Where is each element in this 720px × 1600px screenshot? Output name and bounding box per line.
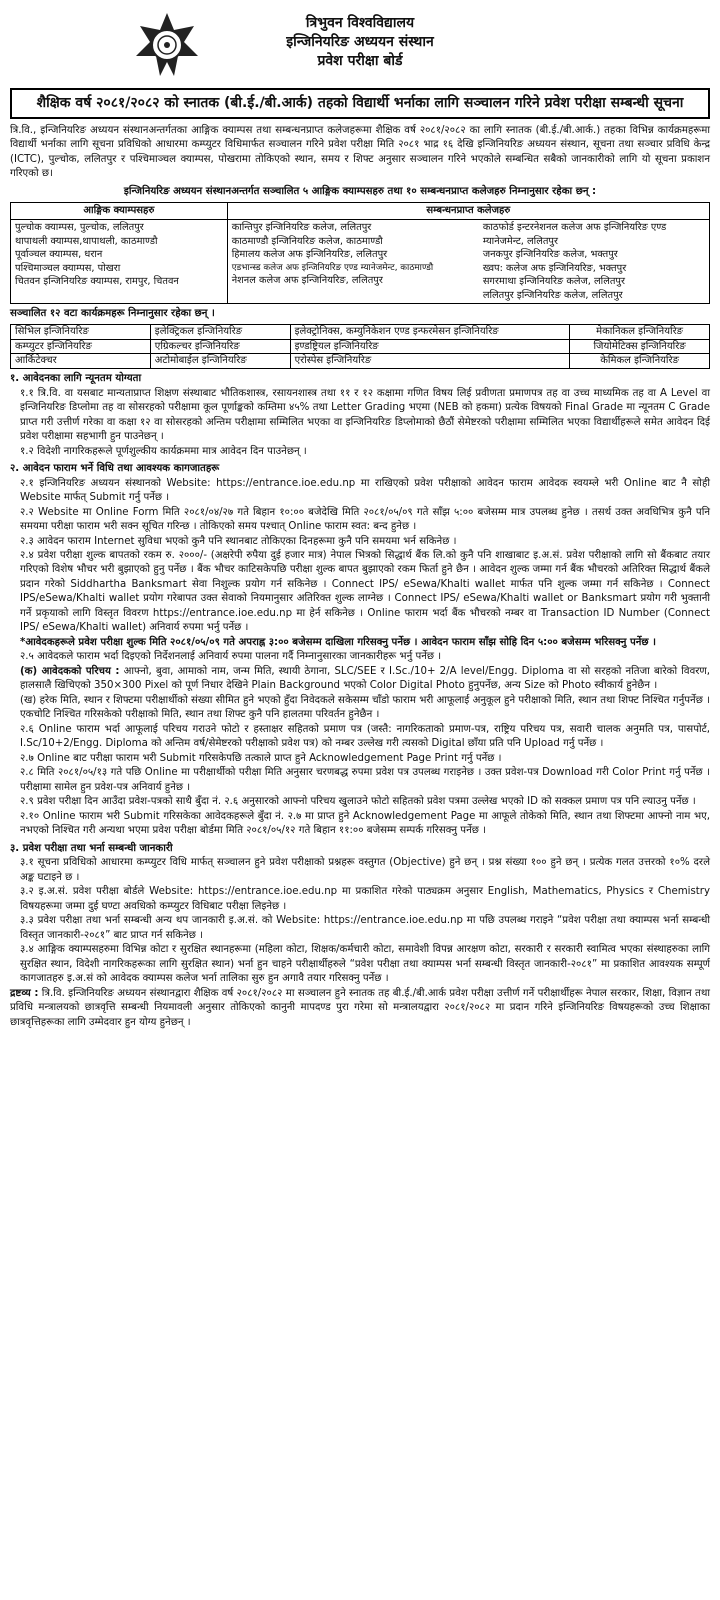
clause-3-1: ३.१ सूचना प्रविधिको आधारमा कम्प्युटर विधि मार्फत् सञ्चालन हुने प्रवेश परीक्षाको प्रश्नहरू वस्तुगत (Objective) हुने छन् । प्रश्न संख्या १०० हुने छन् । प्रत्येक गलत उत्तरको १०% दरले अङ्क घटाइने छ । xyxy=(20,857,710,883)
clause-2-5: २.५ आवेदकले फाराम भर्दा दिइएको निर्देशनलाई अनिवार्य रुपमा पालना गर्दै निम्नानुसारका जानकारीहरू भर्नु पर्नेछ । xyxy=(20,651,442,663)
program-cell: सिभिल इन्जिनियरिङ xyxy=(11,324,151,339)
clause-2-6: २.६ Online फाराम भर्दा आफूलाई परिचय गराउने फोटो र हस्ताक्षर सहितको प्रमाण पत्र (जस्तै: नागरिकताको प्रमाण-पत्र, राष्ट्रिय परिचय पत्र, सवारी चालक अनुमति पत्र, पासपोर्ट, I.Sc/10+2/Engg. Diploma को अन्तिम वर्ष/सेमेष्टरको परीक्षाको प्रवेश पत्र) को नम्बर उल्लेख गरी त्यसको Digital छाँया प्रति पनि Upload गर्नु पर्नेछ । xyxy=(20,723,710,750)
university-name: त्रिभुवन विश्वविद्यालय xyxy=(305,15,415,31)
list-item: सगरमाथा इन्जिनियरिङ कलेज, ललितपुर xyxy=(482,276,625,288)
constituent-list xyxy=(11,220,228,304)
clause-2-10: २.१० Online फाराम भरी Submit गरिसकेका आवेदकहरूले बुँदा नं. २.७ मा प्राप्त हुने Acknowledgement Page मा आफूले तोकेको मिति, स्थान तथा शिफ्टमा आफ्नो नाम भए, नभएको निश्चित गरी अन्यथा भएमा प्रवेश परीक्षा बोर्डमा मिति २०८१/०५/१२ गते बिहान ११:०० बजेसम्म सम्पर्क गरिसक्नु पर्नेछ । xyxy=(20,810,710,837)
campus-table xyxy=(10,202,710,304)
clause-3-3: ३.३ प्रवेश परीक्षा तथा भर्ना सम्बन्धी अन्य थप जानकारी इ.अ.सं. को Website: https://entrance.ioe.edu.np मा पछि उपलब्ध गराइने “प्रवेश परीक्षा तथा क्याम्पस भर्ना सम्बन्धी विस्तृत जानकारी-२०८१” बाट प्राप्त गर्न सकिनेछ । xyxy=(20,915,710,941)
program-cell: इलेक्ट्रिकल इन्जिनियरिङ xyxy=(150,324,290,339)
table-row xyxy=(11,339,710,354)
clause-label: (क) आवेदकको परिचय : xyxy=(20,665,120,677)
university-logo-icon xyxy=(134,12,200,78)
program-cell: इलेक्ट्रोनिक्स, कम्युनिकेशन एण्ड इन्फरमेसन इन्जिनियरिङ xyxy=(290,324,570,339)
clause-2-3: २.३ आवेदन फाराम Internet सुविधा भएको कुनै पनि स्थानबाट तोकिएका दिनहरूमा कुनै पनि समयमा भर्न सकिनेछ । xyxy=(20,535,457,547)
section-1-title: १. आवेदनका लागि न्यूनतम योग्यता xyxy=(10,373,142,385)
section-2-title: २. आवेदन फाराम भर्ने विधि तथा आवश्यक कागजातहरू xyxy=(10,463,220,475)
list-item: चितवन इन्जिनियरिङ क्याम्पस, रामपुर, चितवन xyxy=(15,276,179,288)
fee-deadline-note: *आवेदकहरूले प्रवेश परीक्षा शुल्क मिति २०८१/०५/०९ गते अपराह्न ३:०० बजेसम्म दाखिला गरिसक्नु पर्नेछ । आवेदन फाराम साँझ सोहि दिन ५:०० बजेसम्म भरिसक्नु पर्नेछ । xyxy=(20,636,656,648)
program-cell: एग्रिकल्चर इन्जिनियरिङ xyxy=(150,339,290,354)
clause-2-9: २.९ प्रवेश परीक्षा दिन आउँदा प्रवेश-पत्रको साथै बुँदा नं. २.६ अनुसारको आफ्नो परिचय खुलाउने फोटो सहितको प्रवेश पत्रमा उल्लेख भएको ID को सक्कल प्रमाण पत्र पनि ल्याउनु पर्नेछ । xyxy=(20,796,696,808)
list-item: ख्वप: कलेज अफ इन्जिनियरिङ, भक्तपुर xyxy=(482,262,627,274)
affiliated-list-a xyxy=(227,220,479,304)
campus-heading: इन्जिनियरिङ अध्ययन संस्थानअन्तर्गत सञ्चालित ५ आङ्गिक क्याम्पसहरु तथा १० सम्बन्धनप्राप्त कलेजहरु निम्नानुसार रहेका छन् : xyxy=(123,185,597,197)
programs-heading: सञ्चालित १२ वटा कार्यक्रमहरू निम्नानुसार रहेका छन् । xyxy=(10,308,215,320)
list-item: पुल्चोक क्याम्पस, पुल्चोक, ललितपुर xyxy=(15,222,144,234)
program-cell: केमिकल इन्जिनियरिङ xyxy=(570,354,710,369)
list-item: एडभान्स्ड कलेज अफ इन्जिनियरिङ एण्ड म्यानेजमेन्ट, काठमाण्डौ xyxy=(231,262,434,273)
program-cell: कम्प्युटर इन्जिनियरिङ xyxy=(11,339,151,354)
clause-text: आफ्नो, बुवा, आमाको नाम, जन्म मिति, स्थायी ठेगाना, SLC/SEE र I.Sc./10+ 2/A level/Engg. Diploma वा सो सरहको नतिजा बारेको विवरण, हालसालै खिचिएको 350×300 Pixel को पूर्ण निधार देखिने Plain Background भएको Color Digital Photo हुनुपर्नेछ, अन्य Size को Photo स्वीकार्य हुनेछैन । xyxy=(20,665,711,692)
list-item: थापाथली क्याम्पस,थापाथली, काठमाण्डौ xyxy=(15,235,158,247)
list-item: काठमाण्डौ इन्जिनियरिङ कलेज, काठमाण्डौ xyxy=(231,235,383,247)
program-cell: जियोमेटिक्स इन्जिनियरिङ xyxy=(570,339,710,354)
clause-2-2: २.२ Website मा Online Form मिति २०८१/०४/२७ गते बिहान १०:०० बजेदेखि मिति २०८१/०५/०९ गते साँझ ५:०० बजेसम्म मात्र उपलब्ध हुनेछ । तसर्थ उक्त अवधिभित्र कुनै पनि समयमा परीक्षा फाराम भरी सक्न सूचित गरिन्छ । तोकिएको समय पश्चात् Online फाराम स्वत: बन्द हुनेछ । xyxy=(20,506,710,533)
clause-2-1: २.१ इन्जिनियरिङ अध्ययन संस्थानको Website: https://entrance.ioe.edu.np मा राखिएको प्रवेश परीक्षाको आवेदन फाराम आवेदक स्वयम्ले भरी Online बाट नै सोही Website मार्फत् Submit गर्नु पर्नेछ । xyxy=(20,477,710,504)
list-item: ललितपुर इन्जिनियरिङ कलेज, ललितपुर xyxy=(482,289,623,301)
clause-1-1: १.१ त्रि.वि. वा यसबाट मान्यताप्राप्त शिक्षण संस्थाबाट भौतिकशास्त्र, रसायनशास्त्र तथा ११ र १२ कक्षामा गणित विषय लिई प्रवीणता प्रमाणपत्र तह वा उच्च माध्यमिक तह वा A Level वा इन्जिनियरिङ डिप्लोमा तह वा सोसरहको परीक्षामा कूल पूर्णाङ्कको कम्तिमा ४५% तथा Letter Grading भएमा (NEB को हकमा) प्रत्येक विषयको Final Grade मा न्यूनतम C Grade प्राप्त गरी उत्तीर्ण गरेका वा कक्षा १२ वा सोसरहको अन्तिम परीक्षामा सम्मिलित भएका वा इन्जिनियरिङ डिप्लोमाको छैठौं सेमेष्टरको परीक्षामा सम्मिलित भएका विद्यार्थीहरूले समेत आवेदन दिई प्रवेश परीक्षामा सहभागी हुन पाउनेछन् । xyxy=(20,387,710,443)
table-row xyxy=(11,354,710,369)
clause-2-8: २.८ मिति २०८१/०५/१३ गते पछि Online मा परीक्षार्थीको परीक्षा मिति अनुसार चरणबद्ध रुपमा प्रवेश पत्र उपलब्ध गराइनेछ । उक्त प्रवेश-पत्र Download गरी Color Print गर्नु पर्नेछ । परीक्षामा सामेल हुन प्रवेश-पत्र अनिवार्य हुनेछ । xyxy=(20,767,710,793)
list-item: पश्चिमाञ्चल क्याम्पस, पोखरा xyxy=(15,262,121,274)
clause-3-4: ३.४ आङ्गिक क्याम्पसहरुमा विभिन्न कोटा र सुरक्षित स्थानहरूमा (महिला कोटा, शिक्षक/कर्मचारी कोटा, समावेशी विपन्न आरक्षण कोटा, सरकारी र सरकारी स्वामित्व भएका संस्थाहरुका लागि सुरक्षित स्थान, विदेशी नागरिकहरूका लागि सुरक्षित स्थान) भर्ना हुन चाहने परीक्षार्थीहरुले “प्रवेश परीक्षा तथा क्याम्पस भर्ना सम्बन्धी विस्तृत जानकारी-२०८१” मा प्रकाशित आवश्यक सम्पूर्ण कागजातहरु इ.अ.सं को आवेदक क्याम्पस कलेज भर्ना तालिका सुरु हुन अगावै तयार गरिसक्नु पर्नेछ । xyxy=(20,944,710,985)
notice-title: शैक्षिक वर्ष २०८१/२०८२ को स्नातक (बी.ई./बी.आर्क) तहको विद्यार्थी भर्नाका लागि सञ्चालन गरिने प्रवेश परीक्षा सम्बन्धी सूचना xyxy=(10,88,710,119)
list-item: जनकपुर इन्जिनियरिङ कलेज, भक्तपुर xyxy=(482,249,618,261)
intro-paragraph: त्रि.वि., इन्जिनियरिङ अध्ययन संस्थानअन्तर्गतका आङ्गिक क्याम्पस तथा सम्बन्धनप्राप्त कलेजहरूमा शैक्षिक वर्ष २०८१/२०८२ का लागि स्नातक (बी.ई./बी.आर्क.) तहका विभिन्न कार्यक्रमहरूमा विद्यार्थी भर्नाका लागि सूचना प्रविधिको आधारमा कम्प्युटर विधिमार्फत सञ्चालन गरिने प्रवेश परीक्षा मिति २०८१ भाद्र १६ देखि इन्जिनियरिङ अध्ययन संस्थान, सूचना तथा सञ्चार प्रविधि केन्द्र (ICTC), पुल्चोक, ललितपुर र पश्चिमाञ्चल क्याम्पस, पोखरामा तोकिएको स्थान, समय र शिफ्ट अनुसार सञ्चालन गरिने भएकोले सम्बन्धित सबैको जानकारीको लागि यो सूचना प्रकाशन गरिएको छ। xyxy=(10,125,710,180)
clause-1-2: १.२ विदेशी नागरिकहरूले पूर्णशुल्कीय कार्यक्रममा मात्र आवेदन दिन पाउनेछन् । xyxy=(20,445,307,457)
footnote xyxy=(10,987,710,1030)
programs-table xyxy=(10,324,710,369)
footnote-text: त्रि.वि. इन्जिनियरिङ अध्ययन संस्थानद्वारा शैक्षिक वर्ष २०८१/२०८२ मा सञ्चालन हुने स्नातक तह बी.ई./बी.आर्क प्रवेश परीक्षा उत्तीर्ण गर्ने परीक्षार्थीहरू नेपाल सरकार, शिक्षा, विज्ञान तथा प्रविधि मन्त्रालयको छात्रवृत्ति सम्बन्धी नियमावली अनुसार तोकिएको कानुनी मापदण्ड पुरा गरेमा सो मन्त्रालयद्वारा २०८१/२०८२ मा प्रदान गरिने इन्जिनियरिङ विषयहरूको उच्च शिक्षाका छात्रवृत्तिहरूका लागि उम्मेदवार हुन योग्य हुनेछन् । xyxy=(10,987,710,1028)
institute-name: इन्जिनियरिङ अध्ययन संस्थान xyxy=(286,34,434,50)
affiliated-list-b xyxy=(479,220,710,304)
table-row xyxy=(11,324,710,339)
section-3-title: ३. प्रवेश परीक्षा तथा भर्ना सम्बन्धी जानकारी xyxy=(10,842,173,854)
program-cell: मेकानिकल इन्जिनियरिङ xyxy=(570,324,710,339)
constituent-header: आङ्गिक क्याम्पसहरु xyxy=(11,203,228,220)
clause-2-7: २.७ Online बाट परीक्षा फाराम भरी Submit गरिसकेपछि तत्काले प्राप्त हुने Acknowledgement Page Print गर्नु पर्नेछ । xyxy=(20,752,502,764)
list-item: काठफोर्ड इन्टरनेशनल कलेज अफ इन्जिनियरिङ एण्ड म्यानेजमेन्ट, ललितपुर xyxy=(482,222,667,247)
clause-2-5-ka xyxy=(10,665,710,694)
program-cell: अटोमोबाईल इन्जिनियरिङ xyxy=(150,354,290,369)
header xyxy=(10,0,710,88)
affiliated-header: सम्बन्धनप्राप्त कलेजहरु xyxy=(227,203,709,220)
footnote-label: द्रष्टव्य : xyxy=(10,987,39,999)
program-cell: एरोस्पेस इन्जिनियरिङ xyxy=(290,354,570,369)
clause-2-5-kha: (ख) हरेक मिति, स्थान र शिफ्टमा परीक्षार्थीको संख्या सीमित हुने भएको हुँदा निवेदकले सकेसम्म चाँडो फाराम भरी आफूलाई अनुकूल हुने परीक्षाको मिति, स्थान तथा शिफ्ट निश्चित गर्नुपर्नेछ । एकचोटि निश्चित गरिसकेको परीक्षाको मिति, स्थान तथा शिफ्ट कुनै पनि हालतमा परिवर्तन हुनेछैन । xyxy=(20,694,710,721)
program-cell: आर्किटेक्चर xyxy=(11,354,151,369)
clause-2-4: २.४ प्रवेश परीक्षा शुल्क बापतको रकम रु. २०००/- (अक्षरेपी रुपैया दुई हजार मात्र) नेपाल भित्रको सिद्धार्थ बैंक लि.को कुनै पनि शाखाबाट इ.अ.सं. प्रवेश परीक्षाको लागि सो बैंकबाट तयार गरिएको विशेष भौचर भरी बुझाएको हुनु पर्नेछ । बैंक भौचर काटिसकेपछि परीक्षा शुल्क बापत बुझाएको रकम फिर्ता हुने छैन । आवेदन शुल्क जम्मा गर्न बैंक भौचरको अतिरिक्त सिद्धार्थ बैंकले प्रदान गरेको Siddhartha Banksmart सेवा निशुल्क प्रयोग गर्न सकिनेछ । Connect IPS/ eSewa/Khalti wallet मार्फत पनि शुल्क जम्मा गर्न सकिनेछ । Connect IPS/eSewa/Khalti wallet प्रयोग गरेबापत उक्त सेवाको नियमानुसार अतिरिक्त शुल्क लाग्नेछ । Connect IPS/ eSewa/Khalti wallet or Banksmart प्रयोग गरी भुक्तानी गर्ने प्रकृयाको लागि विस्तृत विवरण https://entrance.ioe.edu.np मा हेर्न सकिनेछ । Online फाराम भर्दा बैंक भौचरको नम्बर वा Transaction ID Number (Connect IPS/ eSewa/Khalti wallet) अनिवार्य रुपमा भर्नु पर्नेछ । xyxy=(20,550,710,634)
list-item: पूर्वाञ्चल क्याम्पस, धरान xyxy=(15,249,103,261)
list-item: कान्तिपुर इन्जिनियरिङ कलेज, ललितपुर xyxy=(231,222,372,234)
list-item: हिमालय कलेज अफ इन्जिनियरिङ, ललितपुर xyxy=(231,249,388,261)
program-cell: इण्डष्ट्रियल इन्जिनियरिङ xyxy=(290,339,570,354)
clause-3-2: ३.२ इ.अ.सं. प्रवेश परीक्षा बोर्डले Website: https://entrance.ioe.edu.np मा प्रकाशित गरेको पाठ्यक्रम अनुसार English, Mathematics, Physics र Chemistry विषयहरूमा जम्मा दुई घण्टा अवधिको कम्प्युटर विधिबाट परीक्षा लिइनेछ । xyxy=(20,886,710,912)
board-name: प्रवेश परीक्षा बोर्ड xyxy=(317,53,403,69)
list-item: नेशनल कलेज अफ इन्जिनियरिङ, ललितपुर xyxy=(231,274,383,286)
